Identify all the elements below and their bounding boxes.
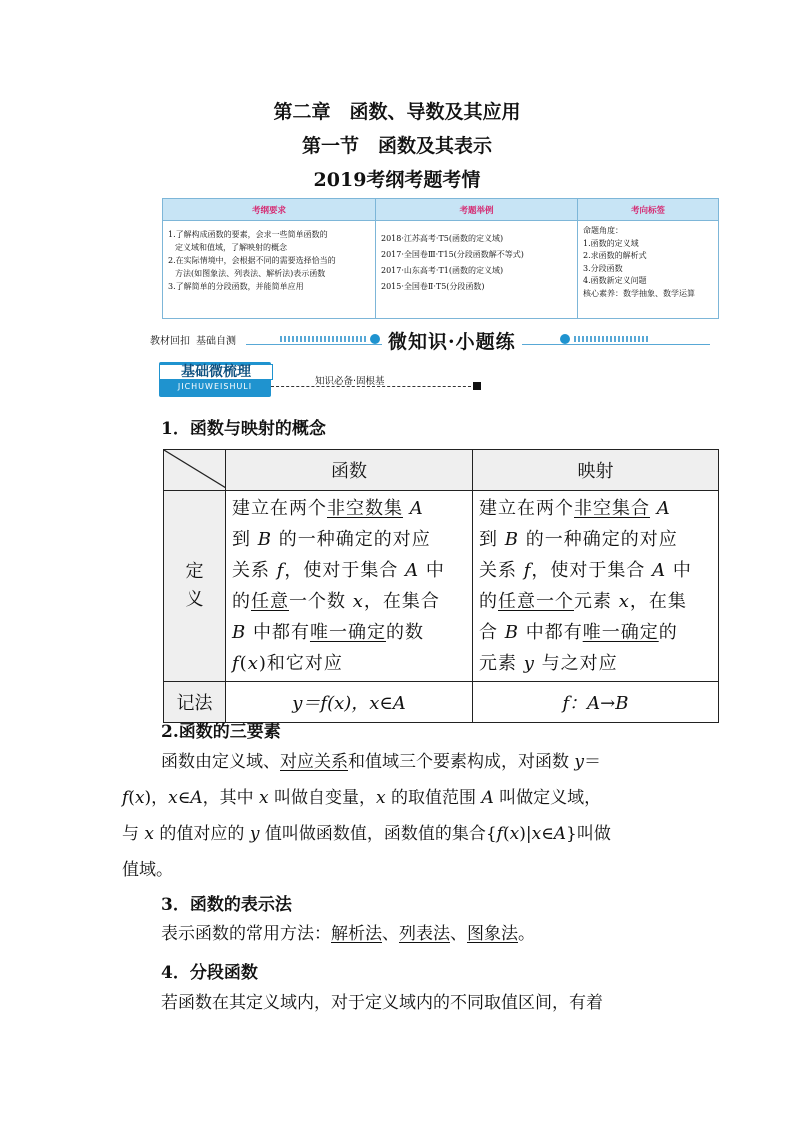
header-mapping: 映射 (473, 450, 719, 491)
bullet-dot-icon (560, 334, 570, 344)
outline-header-tags: 考向标签 (578, 199, 719, 221)
dotted-decoration-right (574, 336, 650, 342)
table-corner-cell (164, 450, 226, 491)
chapter-title: 第二章 函数、导数及其应用 (273, 101, 521, 123)
dashed-line (271, 386, 476, 387)
list-item: 4.函数新定义问题 (583, 276, 647, 285)
section-title: 第一节 函数及其表示 (301, 135, 492, 157)
list-item: 1.了解构成函数的要素，会求一些简单函数的 (168, 230, 328, 239)
dotted-decoration-left (280, 336, 368, 342)
section3-text: 表示函数的常用方法：解析法、列表法、图象法。 (161, 924, 535, 944)
banner-left-label (150, 332, 246, 347)
list-item: 2.在实际情境中，会根据不同的需要选择恰当的 (168, 256, 336, 265)
section4-heading: 4．分段函数 (161, 963, 258, 983)
section2-heading: 2.函数的三要素 (161, 722, 281, 742)
sub-banner-caption: 知识必备·固根基 (315, 376, 385, 387)
outline-requirements-cell (163, 221, 376, 319)
mapping-notation: f：A→B (473, 682, 719, 723)
bullet-dot-icon (370, 334, 380, 344)
list-item: 方法(如图象法、列表法、解析法)表示函数 (175, 269, 326, 278)
sub-banner-title: 基础微梳理 (159, 364, 273, 380)
outline-examples-cell (376, 221, 578, 319)
outline-header-examples: 考题举例 (376, 199, 578, 221)
section2-line4: 值域。 (122, 860, 173, 880)
function-mapping-table (163, 449, 719, 723)
header-function: 函数 (226, 450, 473, 491)
function-definition-cell: 建立在两个非空数集 A 到 B 的一种确定的对应 关系 f，使对于集合 A 中 的任意一个数 x，在集合 B 中都有唯一确定的数 f(x)和它对应 (226, 491, 473, 682)
exam-outline-table (162, 198, 719, 319)
sub-banner-pinyin: JICHUWEISHULI (177, 382, 253, 391)
diagonal-line-icon (164, 450, 226, 488)
banner-left-text-1: 教材回扣 (150, 336, 190, 347)
section-banner (150, 324, 720, 360)
outline-header-requirements: 考纲要求 (163, 199, 376, 221)
list-item: 2015·全国卷Ⅱ·T5(分段函数) (381, 282, 485, 291)
section2-line1: 函数由定义域、对应关系和值域三个要素构成，对函数 y＝ (161, 752, 602, 772)
function-notation: y＝f(x)，x∈A (226, 682, 473, 723)
outline-tags-cell (578, 221, 719, 319)
definition-label: 定义 (185, 561, 204, 610)
section1-heading: 1．函数与映射的概念 (161, 419, 326, 439)
section2-line2: f(x)，x∈A，其中 x 叫做自变量，x 的取值范围 A 叫做定义域， (122, 788, 602, 808)
list-item: 核心素养：数学抽象、数学运算 (583, 288, 695, 298)
section2-line3: 与 x 的值对应的 y 值叫做函数值，函数值的集合{f(x)|x∈A}叫做 (122, 824, 611, 844)
row-label-definition (164, 491, 226, 682)
sub-banner (159, 362, 489, 398)
row-label-notation: 记法 (164, 682, 226, 723)
section4-text: 若函数在其定义域内，对于定义域内的不同取值区间，有着 (161, 993, 603, 1013)
banner-left-text-2: 基础自测 (196, 336, 236, 347)
section3-heading: 3．函数的表示法 (161, 895, 292, 915)
list-item: 2017·全国卷Ⅲ·T15(分段函数解不等式) (381, 250, 524, 259)
outline-title: 2019考纲考题考情 (313, 169, 481, 191)
list-item: 3.分段函数 (583, 263, 623, 273)
list-item: 定义域和值域，了解映射的概念 (175, 243, 287, 252)
list-item: 1.函数的定义域 (583, 238, 639, 248)
sub-banner-tab (159, 362, 271, 397)
list-item: 2018·江苏高考·T5(函数的定义域) (381, 234, 504, 243)
list-item: 命题角度： (583, 226, 623, 235)
list-item: 3.了解简单的分段函数，并能简单应用 (168, 282, 304, 291)
mapping-definition-cell: 建立在两个非空集合 A 到 B 的一种确定的对应 关系 f，使对于集合 A 中 的任意一个元素 x，在集 合 B 中都有唯一确定的 元素 y 与之对应 (473, 491, 719, 682)
list-item: 2017·山东高考·T1(函数的定义域) (381, 266, 504, 275)
list-item: 2.求函数的解析式 (583, 251, 647, 260)
banner-title: 微知识·小题练 (382, 327, 522, 354)
square-marker-icon (473, 382, 481, 390)
